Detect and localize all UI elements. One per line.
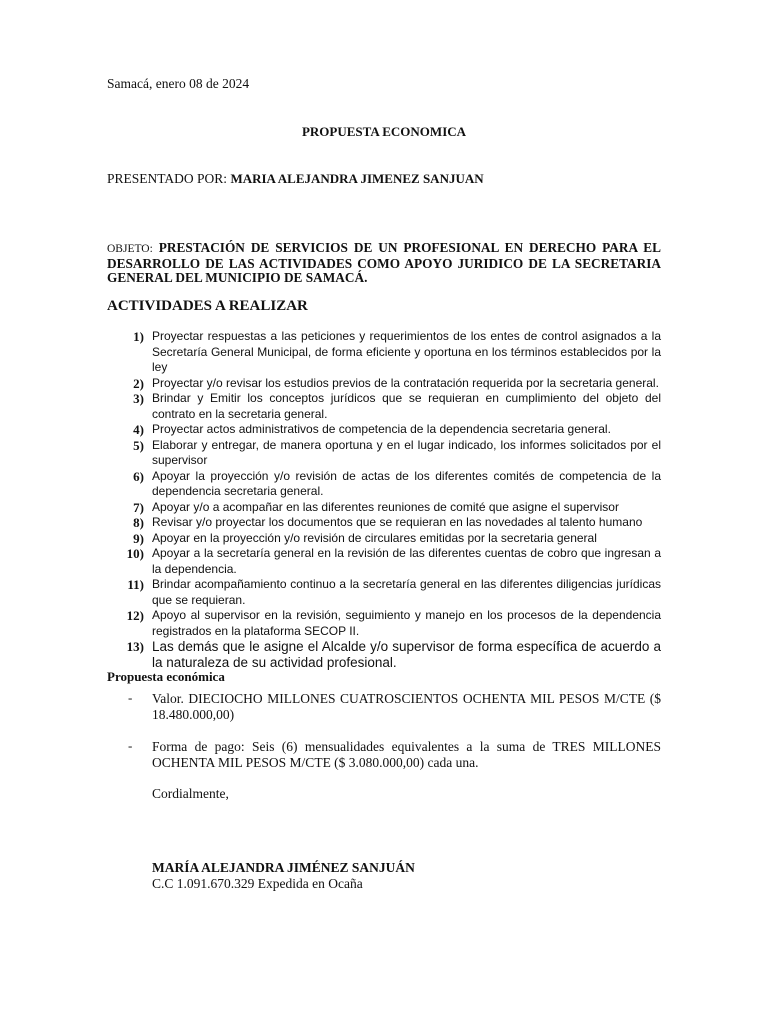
activity-item (120, 329, 661, 376)
activity-number: 12) (126, 608, 144, 623)
salutation: Cordialmente, (152, 786, 229, 801)
bullet-dash: - (128, 690, 133, 705)
activity-text: Apoyar y/o a acompañar en las diferentes reuniones de comité que asigne el supervisor (152, 499, 619, 514)
activity-text: Apoyar en la proyección y/o revisión de circulares emitidas por la secretaria general (152, 530, 597, 545)
activity-number: 4) (133, 422, 144, 437)
activity-text: Apoyar a la secretaría general en la revisión de las diferentes cuentas de cobro que ingresan a la dependencia. (152, 546, 661, 576)
signer-name: MARÍA ALEJANDRA JIMÉNEZ SANJUÁN (152, 860, 415, 875)
objeto-label: OBJETO: (107, 243, 153, 255)
activity-text: Apoyar la proyección y/o revisión de actas de los diferentes comités de competencia de la dependencia secretaria general. (152, 468, 661, 498)
activity-number: 9) (133, 530, 144, 546)
activity-text: Proyectar actos administrativos de competencia de la dependencia secretaria general. (152, 422, 611, 436)
activity-number: 1) (133, 329, 144, 344)
activity-item (120, 422, 661, 438)
activity-item (120, 515, 661, 531)
activity-item (120, 608, 661, 639)
activity-text: Brindar y Emitir los conceptos jurídicos que se requieran en cumplimiento del objeto del contrato en la secretaria general. (152, 391, 661, 421)
activity-number: 6) (133, 468, 144, 484)
activity-text: Brindar acompañamiento continuo a la secretaría general en las diferentes diligencias jurídicas que se requieran. (152, 577, 661, 607)
activity-text: Revisar y/o proyectar los documentos que se requieran en las novedades al talento humano (152, 515, 643, 529)
activity-item (120, 531, 661, 547)
presented-label: PRESENTADO POR: (107, 171, 228, 186)
activity-number: 11) (127, 577, 144, 592)
activity-number: 2) (133, 375, 144, 391)
activity-item (120, 376, 661, 392)
activity-item (120, 577, 661, 608)
proposal-heading: Propuesta económica (107, 669, 225, 684)
activity-number: 3) (133, 391, 144, 406)
activity-item (120, 500, 661, 516)
presented-by (107, 171, 484, 187)
activity-text: Elaborar y entregar, de manera oportuna y en el lugar indicado, los informes solicitados por el supervisor (152, 437, 661, 467)
document-title: PROPUESTA ECONOMICA (301, 124, 467, 139)
activities-list (120, 329, 661, 670)
activity-item (120, 438, 661, 469)
presented-name: MARIA ALEJANDRA JIMENEZ SANJUAN (230, 171, 484, 186)
objeto-text: PRESTACIÓN DE SERVICIOS DE UN PROFESIONAL EN DERECHO PARA EL DESARROLLO DE LAS ACTIVIDADES COMO APOYO JURIDICO DE LA SECRETARIA GENERAL DEL MUNICIPIO DE SAMACÁ. (107, 240, 661, 285)
activity-text: Proyectar respuestas a las peticiones y requerimientos de los entes de control asignados a la Secretaría General Municipal, de forma eficiente y oportuna en los términos establecidos por la ley (152, 329, 661, 374)
activity-item (120, 546, 661, 577)
payment-terms: Forma de pago: Seis (6) mensualidades equivalentes a la suma de TRES MILLONES OCHENTA MIL PESOS M/CTE ($ 3.080.000,00) cada una. (152, 739, 661, 770)
activity-text: Proyectar y/o revisar los estudios previos de la contratación requerida por la secretaria general. (152, 375, 659, 390)
activity-item (120, 469, 661, 500)
activity-item (120, 639, 661, 670)
activity-number: 7) (133, 499, 144, 515)
activities-heading: ACTIVIDADES A REALIZAR (107, 298, 308, 314)
activity-number: 10) (126, 546, 144, 561)
activity-number: 8) (133, 515, 144, 530)
objeto-paragraph (107, 241, 661, 286)
document-date: Samacá, enero 08 de 2024 (107, 76, 250, 91)
activity-text: Apoyo al supervisor en la revisión, seguimiento y manejo en los procesos de la dependencia registrados en la plataforma SECOP II. (152, 608, 661, 638)
activity-number: 13) (126, 639, 144, 654)
proposal-value: Valor. DIECIOCHO MILLONES CUATROSCIENTOS OCHENTA MIL PESOS M/CTE ($ 18.480.000,00) (152, 691, 661, 722)
bullet-dash: - (128, 738, 133, 753)
activity-number: 5) (133, 437, 144, 453)
signer-id: C.C 1.091.670.329 Expedida en Ocaña (152, 876, 363, 891)
activity-item (120, 391, 661, 422)
activity-text: Las demás que le asigne el Alcalde y/o supervisor de forma específica de acuerdo a la naturaleza de su actividad profesional. (152, 639, 661, 670)
